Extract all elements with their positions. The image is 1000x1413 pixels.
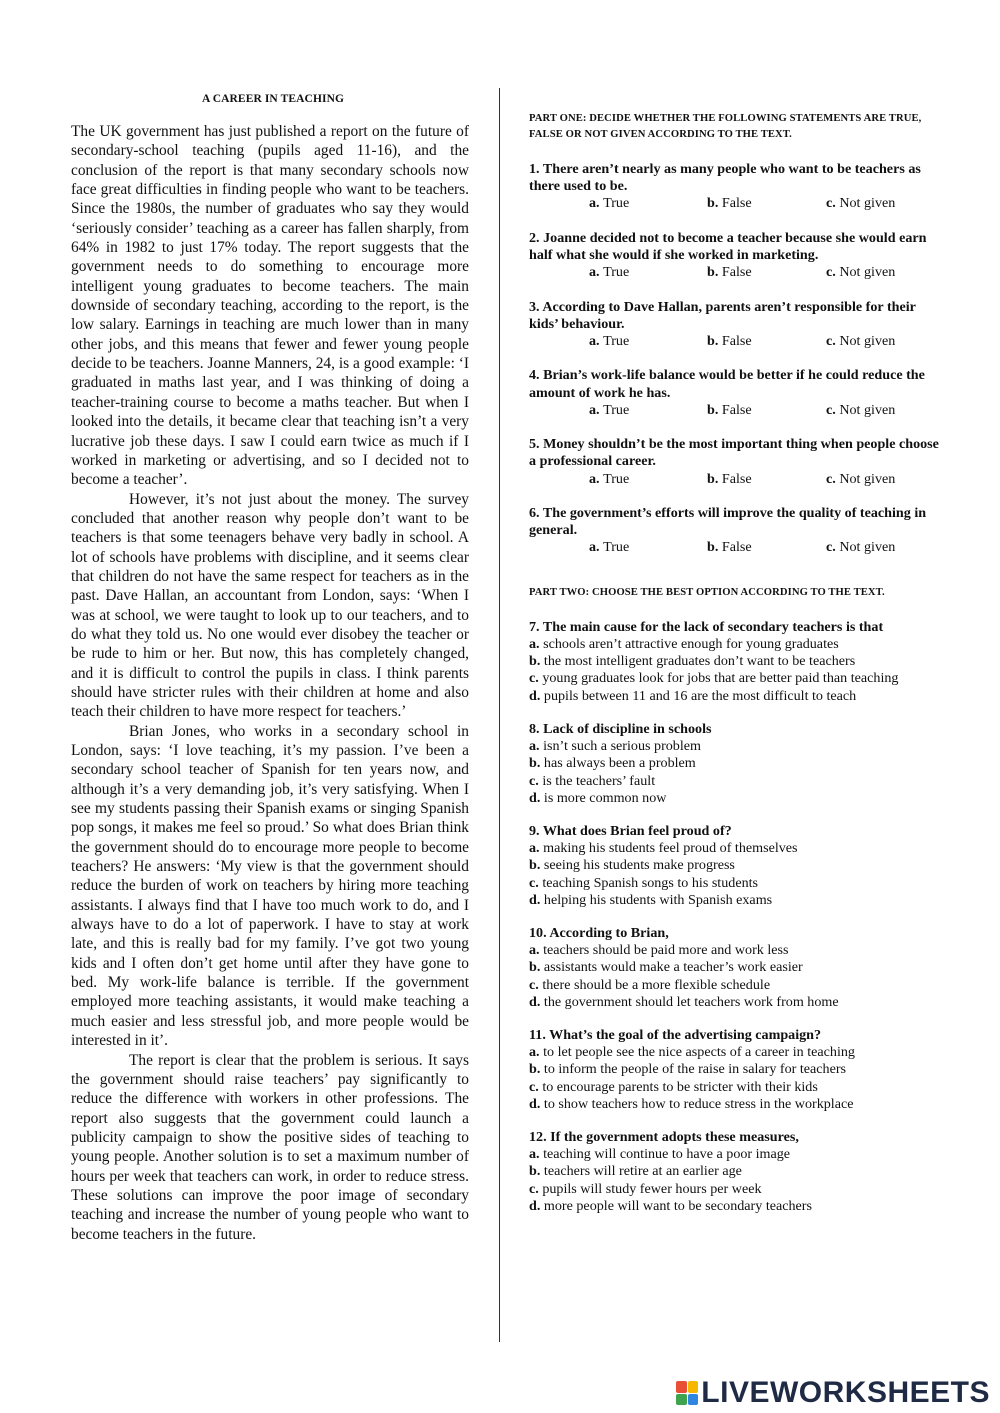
mc-option[interactable] <box>529 1079 939 1096</box>
tf-question <box>529 505 939 557</box>
option-letter: c. <box>529 874 539 891</box>
question-text: 1. There aren’t nearly as many people who want to be teachers as there used to be. <box>529 161 921 195</box>
option-letter: b. <box>707 401 719 418</box>
option-letter: d. <box>529 891 541 908</box>
option-true[interactable] <box>589 402 707 419</box>
mc-option[interactable] <box>529 790 939 807</box>
option-letter: b. <box>529 1163 541 1180</box>
option-false[interactable] <box>707 471 826 488</box>
option-text: helping his students with Spanish exams <box>543 891 773 908</box>
mc-option[interactable] <box>529 773 939 790</box>
multiple-choice-questions <box>529 619 939 1215</box>
option-letter: c. <box>529 772 539 789</box>
mc-option[interactable] <box>529 636 939 653</box>
option-text: to let people see the nice aspects of a career in teaching <box>543 1044 855 1061</box>
mc-question <box>529 823 939 909</box>
option-label: True <box>603 195 630 212</box>
option-letter: a. <box>529 1044 540 1061</box>
mc-option[interactable] <box>529 755 939 772</box>
option-true[interactable] <box>589 195 707 212</box>
option-letter: b. <box>529 755 541 772</box>
mc-question <box>529 619 939 705</box>
option-text: to encourage parents to be stricter with their kids <box>542 1078 818 1095</box>
option-letter: b. <box>529 857 541 874</box>
option-letter: d. <box>529 687 541 704</box>
answer-options <box>529 539 939 556</box>
option-letter: b. <box>529 1061 541 1078</box>
option-letter: b. <box>707 195 719 212</box>
option-letter: b. <box>707 333 719 350</box>
option-letter: a. <box>529 840 540 857</box>
option-letter: c. <box>529 1078 539 1095</box>
option-letter: d. <box>529 1197 541 1214</box>
option-letter: a. <box>589 195 600 212</box>
question-text: 4. Brian’s work-life balance would be better if he could reduce the amount of work he has. <box>529 367 925 401</box>
option-false[interactable] <box>707 539 826 556</box>
tf-question <box>529 230 939 282</box>
article-paragraph-1: The UK government has just published a report on the future of secondary-school teaching (pupils aged 11-16), and the conclusion of the report is that many secondary schools now face great difficulties in finding people who want to be teachers. Since the 1980s, the number of graduates who say they would ‘seriously consider’ teaching as a career has fallen sharply, from 64% in 1982 to just 17% today. The report suggests that the government needs to do something to encourage more intelligent young graduates to become teachers. The main downside of secondary teaching, according to the report, is the low salary. Earnings in teaching are much lower than in many other jobs, and this means that fewer and fewer young people decide to be teachers. Joanne Manners, 24, is a good example: ‘I graduated in maths last year, and I was thinking of doing a teacher-training course to become a maths teacher. But when I looked into the details, it became clear that teaching isn’t a very lucrative job these days. I saw I could earn twice as much if I worked in marketing or advertising, and so I decided not to become a teacher’. <box>71 123 469 489</box>
column-divider <box>499 88 500 1342</box>
answer-options <box>529 333 939 350</box>
option-letter: a. <box>529 942 540 959</box>
option-not-given[interactable] <box>826 471 895 488</box>
mc-option[interactable] <box>529 857 939 874</box>
option-text: pupils between 11 and 16 are the most difficult to teach <box>543 687 857 704</box>
logo-icon <box>676 1381 698 1405</box>
question-text: 10. According to Brian, <box>529 924 669 941</box>
question-text: 9. What does Brian feel proud of? <box>529 822 732 839</box>
mc-option[interactable] <box>529 1146 939 1163</box>
option-text: pupils will study fewer hours per week <box>542 1180 762 1197</box>
answer-options <box>529 264 939 281</box>
tf-question <box>529 299 939 351</box>
true-false-questions <box>529 161 939 557</box>
option-letter: a. <box>529 636 540 653</box>
option-not-given[interactable] <box>826 539 895 556</box>
option-true[interactable] <box>589 264 707 281</box>
mc-option[interactable] <box>529 977 939 994</box>
option-letter: a. <box>589 401 600 418</box>
option-label: Not given <box>839 333 896 350</box>
option-letter: c. <box>826 195 836 212</box>
mc-option[interactable] <box>529 942 939 959</box>
option-text: has always been a problem <box>543 755 696 772</box>
option-letter: a. <box>589 539 600 556</box>
logo-text: LIVEWORKSHEETS <box>701 1376 990 1409</box>
tf-question <box>529 436 939 488</box>
option-letter: a. <box>529 1146 540 1163</box>
questions-column <box>529 111 939 1231</box>
option-label: True <box>603 333 630 350</box>
question-text: 7. The main cause for the lack of secondary teachers is that <box>529 618 884 635</box>
article-paragraph-4: The report is clear that the problem is serious. It says the government should raise teachers’ pay significantly to reduce the difference with workers in other professions. The report also suggests that the government could launch a publicity campaign to show the positive sides of teaching to young people. Another solution is to set a maximum number of hours per week that teachers can work, in order to reduce stress. These solutions can improve the poor image of secondary teaching and increase the number of young people who want to become teachers in the future. <box>71 1051 469 1243</box>
option-label: True <box>603 401 630 418</box>
question-text: 2. Joanne decided not to become a teacher because she would earn half what she would if she worked in marketing. <box>529 229 927 264</box>
mc-option[interactable] <box>529 892 939 909</box>
option-text: there should be a more flexible schedule <box>542 976 771 993</box>
option-letter: a. <box>529 738 540 755</box>
option-text: young graduates look for jobs that are better paid than teaching <box>542 670 899 687</box>
option-letter: d. <box>529 789 541 806</box>
option-text: assistants would make a teacher’s work easier <box>543 959 803 976</box>
option-text: the most intelligent graduates don’t want to be teachers <box>543 653 856 670</box>
option-text: is the teachers’ fault <box>542 772 656 789</box>
option-letter: b. <box>529 653 541 670</box>
answer-options <box>529 471 939 488</box>
option-not-given[interactable] <box>826 333 895 350</box>
mc-option[interactable] <box>529 959 939 976</box>
option-label: True <box>603 470 630 487</box>
option-letter: a. <box>589 333 600 350</box>
option-label: True <box>603 264 630 281</box>
question-text: 11. What’s the goal of the advertising campaign? <box>529 1026 822 1043</box>
option-true[interactable] <box>589 539 707 556</box>
option-letter: c. <box>826 470 836 487</box>
option-text: making his students feel proud of themselves <box>543 840 798 857</box>
tf-question <box>529 161 939 213</box>
option-label: False <box>721 539 752 556</box>
article-paragraph-2: However, it’s not just about the money. The survey concluded that another reason why people don’t want to be teachers is that some teenagers behave very badly in school. A lot of schools have problems with discipline, and it seems clear that children do not have the same respect for teachers as in the past. Dave Hallan, an accountant from London, says: ‘When I was at school, we were taught to look up to our teachers, and to do what they told us. No one would ever disobey the teacher or be rude to him or her. But now, this has completely changed, and it is difficult to control the pupils in class. I think parents should have stricter rules with their children at home and also teach their children to have more respect for teachers.’ <box>71 490 469 721</box>
option-letter: c. <box>529 670 539 687</box>
option-label: Not given <box>839 470 896 487</box>
mc-question <box>529 1129 939 1215</box>
option-label: False <box>721 470 752 487</box>
answer-options <box>529 195 939 212</box>
option-text: teaching Spanish songs to his students <box>542 874 759 891</box>
option-label: False <box>721 195 752 212</box>
option-label: False <box>721 264 752 281</box>
question-text: 12. If the government adopts these measures, <box>529 1128 799 1145</box>
option-text: seeing his students make progress <box>543 857 735 874</box>
option-label: False <box>721 333 752 350</box>
tf-question <box>529 367 939 419</box>
option-letter: c. <box>826 264 836 281</box>
option-letter: d. <box>529 993 541 1010</box>
liveworksheets-logo <box>676 1378 990 1408</box>
option-text: teaching will continue to have a poor image <box>543 1146 791 1163</box>
option-false[interactable] <box>707 264 826 281</box>
option-true[interactable] <box>589 333 707 350</box>
option-text: teachers will retire at an earlier age <box>543 1163 742 1180</box>
mc-option[interactable] <box>529 1163 939 1180</box>
option-label: True <box>603 539 630 556</box>
option-letter: c. <box>826 539 836 556</box>
question-text: 8. Lack of discipline in schools <box>529 720 712 737</box>
option-false[interactable] <box>707 402 826 419</box>
mc-option[interactable] <box>529 840 939 857</box>
question-text: 3. According to Dave Hallan, parents aren’t responsible for their kids’ behaviour. <box>529 298 916 332</box>
mc-option[interactable] <box>529 670 939 687</box>
option-label: False <box>721 401 752 418</box>
option-text: isn’t such a serious problem <box>543 738 701 755</box>
option-text: the government should let teachers work from home <box>543 993 839 1010</box>
option-letter: b. <box>529 959 541 976</box>
mc-option[interactable] <box>529 738 939 755</box>
mc-question <box>529 721 939 807</box>
option-false[interactable] <box>707 333 826 350</box>
option-not-given[interactable] <box>826 402 895 419</box>
mc-option[interactable] <box>529 653 939 670</box>
option-label: Not given <box>839 539 896 556</box>
mc-option[interactable] <box>529 1096 939 1113</box>
answer-options <box>529 402 939 419</box>
option-not-given[interactable] <box>826 195 895 212</box>
mc-question <box>529 925 939 1011</box>
option-label: Not given <box>839 264 896 281</box>
option-letter: b. <box>707 264 719 281</box>
option-text: is more common now <box>543 789 667 806</box>
mc-option[interactable] <box>529 1061 939 1078</box>
mc-option[interactable] <box>529 994 939 1011</box>
option-letter: b. <box>707 539 719 556</box>
part-two-heading: PART TWO: CHOOSE THE BEST OPTION ACCORDING TO THE TEXT. <box>529 586 885 598</box>
option-label: Not given <box>839 401 896 418</box>
question-text: 5. Money shouldn’t be the most important thing when people choose a professional career. <box>529 436 939 470</box>
question-text: 6. The government’s efforts will improve the quality of teaching in general. <box>529 505 927 539</box>
option-letter: a. <box>589 470 600 487</box>
mc-option[interactable] <box>529 1181 939 1198</box>
option-label: Not given <box>839 195 896 212</box>
mc-option[interactable] <box>529 875 939 892</box>
article-paragraph-3: Brian Jones, who works in a secondary school in London, says: ‘I love teaching, it’s my passion. I’ve been a secondary school teacher of Spanish for ten years now, and although it’s a very demanding job, it’s very satisfying. When I see my students passing their Spanish exams or singing Spanish pop songs, it makes me feel so proud.’ So what does Brian think the government should do to encourage more people to become teachers? He answers: ‘My view is that the government should reduce the burden of work on teachers by hiring more teaching assistants. I always find that I have too much work to do, and I always have to do a lot of paperwork. I have to stay at work late, and this is really bad for my family. I’ve got two young kids and I often don’t get home until after they have gone to bed. My work-life balance is terrible. If the government employed more teaching assistants, it would make teaching a much easier and less stressful job, and more people would be interested in it’. <box>71 722 469 1050</box>
part-one-heading: PART ONE: DECIDE WHETHER THE FOLLOWING STATEMENTS ARE TRUE, FALSE OR NOT GIVEN ACCORDING TO THE TEXT. <box>529 113 922 140</box>
option-letter: d. <box>529 1095 541 1112</box>
option-letter: b. <box>707 470 719 487</box>
option-letter: c. <box>529 976 539 993</box>
option-not-given[interactable] <box>826 264 895 281</box>
mc-option[interactable] <box>529 1198 939 1215</box>
option-letter: a. <box>589 264 600 281</box>
mc-option[interactable] <box>529 688 939 705</box>
option-text: schools aren’t attractive enough for young graduates <box>543 636 839 653</box>
option-false[interactable] <box>707 195 826 212</box>
mc-question <box>529 1027 939 1113</box>
option-text: teachers should be paid more and work less <box>543 942 789 959</box>
option-letter: c. <box>826 401 836 418</box>
article-title: A CAREER IN TEACHING <box>201 93 345 105</box>
option-true[interactable] <box>589 471 707 488</box>
option-text: to show teachers how to reduce stress in the workplace <box>543 1095 854 1112</box>
option-text: to inform the people of the raise in salary for teachers <box>543 1061 847 1078</box>
mc-option[interactable] <box>529 1044 939 1061</box>
article <box>71 93 469 1244</box>
option-text: more people will want to be secondary teachers <box>543 1197 812 1214</box>
option-letter: c. <box>529 1180 539 1197</box>
option-letter: c. <box>826 333 836 350</box>
